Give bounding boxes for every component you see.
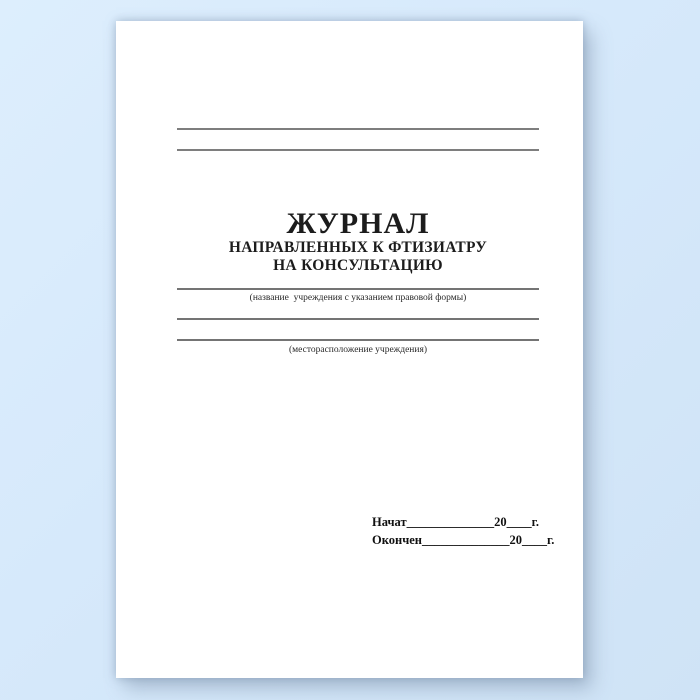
- finished-year-prefix: 20: [509, 533, 523, 547]
- org-location-write-line-2: [177, 339, 539, 341]
- date-fields: [372, 513, 554, 549]
- org-location-caption: (месторасположение учреждения): [289, 345, 427, 355]
- finished-year-fill: ____: [522, 533, 548, 547]
- journal-title: ЖУРНАЛ: [286, 207, 430, 240]
- org-name-caption: (название учреждения с указанием правовой формы): [249, 293, 467, 303]
- started-fill-line: ______________: [406, 515, 495, 529]
- finished-field: [372, 531, 554, 549]
- finished-year-suffix: г.: [547, 533, 555, 547]
- started-year-suffix: г.: [531, 515, 539, 529]
- journal-subtitle-line1: НАПРАВЛЕННЫХ К ФТИЗИАТРУ: [228, 239, 488, 256]
- journal-cover-page: [116, 21, 583, 678]
- blank-write-line-top-1: [177, 128, 539, 130]
- journal-subtitle: [177, 239, 539, 274]
- started-field: [372, 513, 554, 531]
- finished-fill-line: ______________: [422, 533, 510, 547]
- blank-write-line-top-2: [177, 149, 539, 151]
- started-year-fill: ____: [506, 515, 532, 529]
- started-year-prefix: 20: [494, 515, 507, 529]
- journal-subtitle-line2: НА КОНСУЛЬТАЦИЮ: [273, 256, 443, 274]
- started-label: Начат: [372, 515, 407, 529]
- finished-label: Окончен: [372, 533, 423, 547]
- org-name-write-line: [177, 288, 539, 290]
- org-location-write-line-1: [177, 318, 539, 320]
